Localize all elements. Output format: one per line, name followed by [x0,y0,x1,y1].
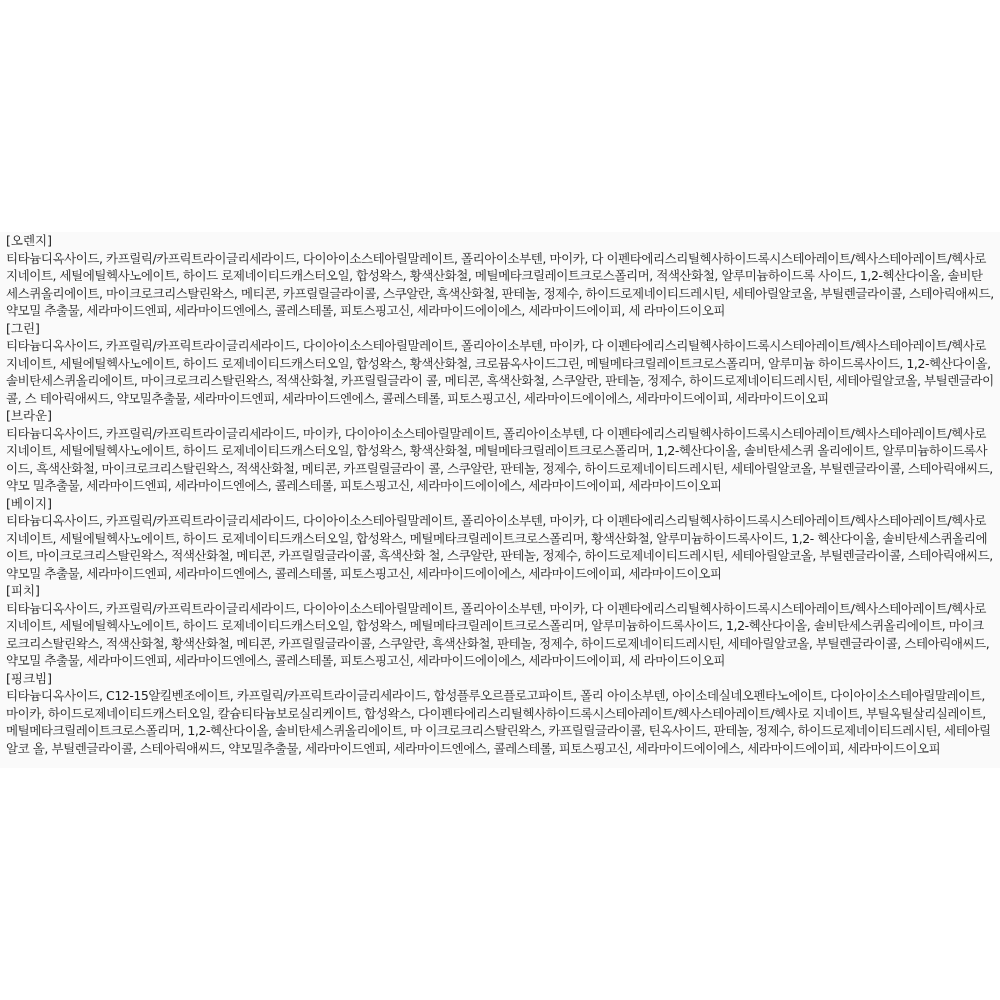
ingredient-list: 티타늄디옥사이드, 카프릴릭/카프릭트라이글리세라이드, 다이아이소스테아릴말레이트, 폴리아이소부텐, 마이카, 다 이펜타에리스리틸헥사하이드록시스테아레이트/헥사스테아레이트/헥사로지네이트, 세틸에틸헥사노에이트, 하이드 로제네이티드캐스터오일, 합성왁스, 황색산화철, 크로뮴옥사이드그린, 메틸메타크릴레이트크로스폴리머, 알루미늄 하이드록사이드, 1,2-헥산다이올, 솔비탄세스퀴올리에이트, 마이크로크리스탈린왁스, 적색산화철, 카프릴릴글라이 콜, 메티콘, 흑색산화철, 스쿠알란, 판테놀, 정제수, 하이드로제네이티드레시틴, 세테아릴알코올, 부틸렌글라이콜, 스 테아릭애씨드, 약모밀추출물, 세라마이드엔피, 세라마이드엔에스, 콜레스테롤, 피토스핑고신, 세라마이드에이에스, 세라마이드에이피, 세라마이드이오피 [6,338,994,406]
ingredient-section-beige [0,495,1000,583]
ingredient-section-brown [0,407,1000,495]
ingredient-section-orange [0,232,1000,320]
ingredient-list: 티타늄디옥사이드, 카프릴릭/카프릭트라이글리세라이드, 다이아이소스테아릴말레이트, 폴리아이소부텐, 마이카, 다 이펜타에리스리틸헥사하이드록시스테아레이트/헥사스테아레이트/헥사로지네이트, 세틸에틸헥사노에이트, 하이드 로제네이티드캐스터오일, 합성왁스, 메틸메타크릴레이트크로스폴리머, 알루미늄하이드록사이드, 1,2-헥산다이올, 솔비탄세스퀴올리에이트, 마이크로크리스탈린왁스, 적색산화철, 황색산화철, 메티콘, 카프릴릴글라이콜, 스쿠알란, 흑색산화철, 판테놀, 정제수, 하이드로제네이티드레시틴, 세테아릴알코올, 부틸렌글라이콜, 스테아릭애씨드, 약모밀 추출물, 세라마이드엔피, 세라마이드엔에스, 콜레스테롤, 피토스핑고신, 세라마이드에이에스, 세라마이드에이피, 세 라마이드이오피 [6,600,990,668]
ingredients-document [0,232,1000,768]
ingredient-list: 티타늄디옥사이드, C12-15알킬벤조에이트, 카프릴릭/카프릭트라이글리세라이드, 합성플루오르플로고파이트, 폴리 아이소부텐, 아이소데실네오펜타노에이트, 다이아이소스테아릴말레이트, 마이카, 하이드로제네이티드캐스터오일, 칼슘티타늄보로실리케이트, 합성왁스, 다이펜타에리스리틸헥사하이드록시스테아레이트/헥사스테아레이트/헥사로 지네이트, 부틸옥틸살리실레이트, 메틸메타크릴레이트크로스폴리머, 1,2-헥산다이올, 솔비탄세스퀴올리에이트, 마 이크로크리스탈린왁스, 카프릴릴글라이콜, 틴옥사이드, 판테놀, 정제수, 하이드로제네이티드레시틴, 세테아릴알코 올, 부틸렌글라이콜, 스테아릭애씨드, 약모밀추출물, 세라마이드엔피, 세라마이드엔에스, 콜레스테롤, 피토스핑고신, 세라마이드에이에스, 세라마이드에이피, 세라마이드이오피 [6,688,991,756]
ingredient-list: 티타늄디옥사이드, 카프릴릭/카프릭트라이글리세라이드, 다이아이소스테아릴말레이트, 폴리아이소부텐, 마이카, 다 이펜타에리스리틸헥사하이드록시스테아레이트/헥사스테아레이트/헥사로지네이트, 세틸에틸헥사노에이트, 하이드 로제네이티드캐스터오일, 합성왁스, 메틸메타크릴레이트크로스폴리머, 황색산화철, 알루미늄하이드록사이드, 1,2- 헥산다이올, 솔비탄세스퀴올리에이트, 마이크로크리스탈린왁스, 적색산화철, 메티콘, 카프릴릴글라이콜, 흑색산화 철, 스쿠알란, 판테놀, 정제수, 하이드로제네이티드레시틴, 세테아릴알코올, 부틸렌글라이콜, 스테아릭애씨드, 약모밀 추출물, 세라마이드엔피, 세라마이드엔에스, 콜레스테롤, 피토스핑고신, 세라마이드에이에스, 세라마이드에이피, 세라마이드이오피 [6,513,993,581]
ingredient-section-green [0,320,1000,408]
section-title: [그린] [6,320,40,336]
section-title: [오렌지] [6,233,52,248]
ingredient-list: 티타늄디옥사이드, 카프릴릭/카프릭트라이글리세라이드, 다이아이소스테아릴말레이트, 폴리아이소부텐, 마이카, 다 이펜타에리스리틸헥사하이드록시스테아레이트/헥사스테아레이트/헥사로지네이트, 세틸에틸헥사노에이트, 하이드 로제네이티드캐스터오일, 합성왁스, 황색산화철, 메틸메타크릴레이트크로스폴리머, 적색산화철, 알루미늄하이드록 사이드, 1,2-헥산다이올, 솔비탄세스퀴올리에이트, 마이크로크리스탈린왁스, 메티콘, 카프릴릴글라이콜, 스쿠알란, 흑색산화철, 판테놀, 정제수, 하이드로제네이티드레시틴, 세테아릴알코올, 부틸렌글라이콜, 스테아릭애씨드, 약모밀 추출물, 세라마이드엔피, 세라마이드엔에스, 콜레스테롤, 피토스핑고신, 세라마이드에이에스, 세라마이드에이피, 세 라마이드이오피 [6,250,994,318]
ingredient-section-pinkbeam [0,670,1000,758]
ingredient-list: 티타늄디옥사이드, 카프릴릭/카프릭트라이글리세라이드, 마이카, 다이아이소스테아릴말레이트, 폴리아이소부텐, 다 이펜타에리스리틸헥사하이드록시스테아레이트/헥사스테아레이트/헥사로지네이트, 세틸에틸헥사노에이트, 하이드 로제네이티드캐스터오일, 합성왁스, 황색산화철, 메틸메타크릴레이트크로스폴리머, 1,2-헥산다이올, 솔비탄세스퀴 올리에이트, 알루미늄하이드록사이드, 흑색산화철, 마이크로크리스탈린왁스, 적색산화철, 메티콘, 카프릴릴글라이 콜, 스쿠알란, 판테놀, 정제수, 하이드로제네이티드레시틴, 세테아릴알코올, 부틸렌글라이콜, 스테아릭애씨드, 약모 밀추출물, 세라마이드엔피, 세라마이드엔에스, 콜레스테롤, 피토스핑고신, 세라마이드에이에스, 세라마이드에이피, 세라마이드이오피 [6,425,993,493]
section-title: [브라운] [6,408,52,423]
ingredient-section-peach [0,582,1000,670]
section-title: [피치] [6,583,40,598]
section-title: [핑크빔] [6,670,52,686]
section-title: [베이지] [6,495,52,511]
